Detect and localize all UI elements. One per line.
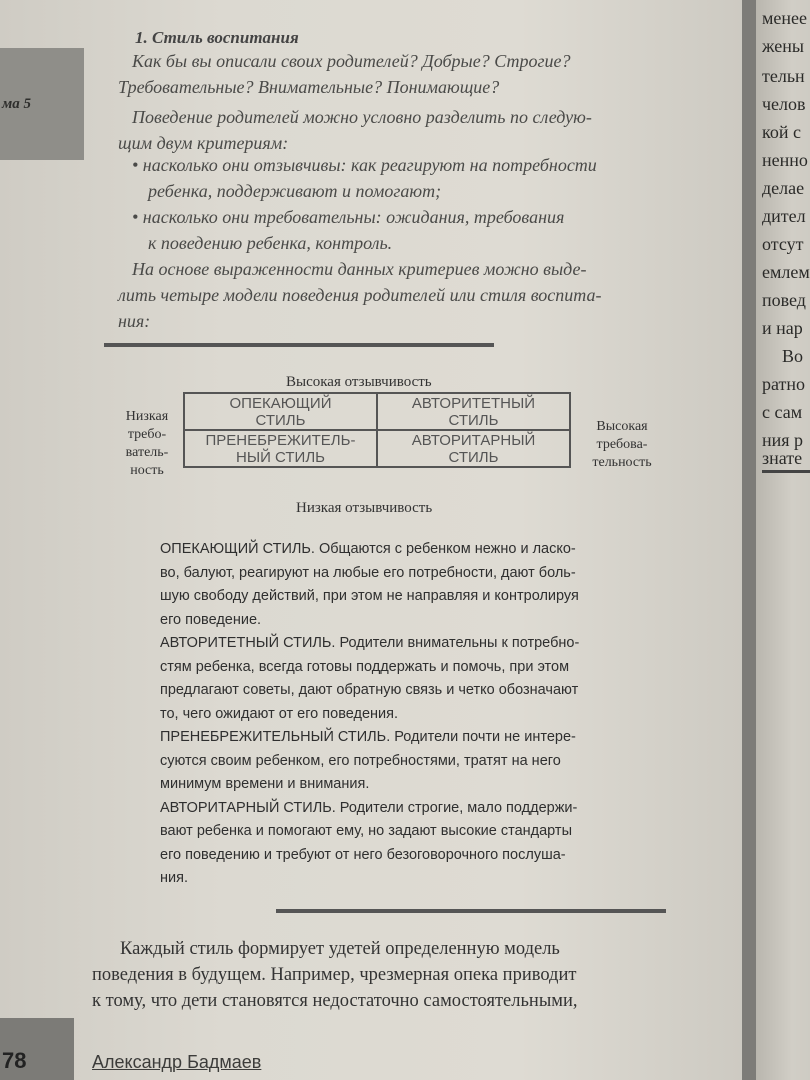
conclusion-paragraph <box>118 256 670 334</box>
chapter-tab-label: ма 5 <box>2 96 32 112</box>
text-line: к тому, что дети становятся недостаточно самостоятельными, <box>92 991 578 1011</box>
cell-line: СТИЛЬ <box>448 448 499 466</box>
text-line: его поведение. <box>160 611 262 628</box>
label-line: Высокая <box>596 419 648 434</box>
label-line: требо- <box>127 427 167 442</box>
text-line: АВТОРИТЕТНЫЙ СТИЛЬ. Родители внимательны к потребно- <box>160 635 580 651</box>
text-line: ния: <box>118 311 151 331</box>
text-line: то, чего ожидают от его поведения. <box>160 705 398 722</box>
text-line: Каждый стиль формирует удетей определенную модель <box>120 939 560 959</box>
text-line: жены <box>762 36 804 56</box>
text-line: минимум времени и внимания. <box>160 776 370 792</box>
grid-cell-protective <box>184 393 377 430</box>
text-line: ния. <box>160 870 188 886</box>
author-name: Александр Бадмаев <box>92 1052 262 1072</box>
text-line: щим двум критериям: <box>118 133 289 153</box>
cell-line: НЫЙ СТИЛЬ <box>235 448 326 466</box>
section-divider <box>762 470 810 473</box>
text-line: Во <box>782 346 804 366</box>
text-line: стям ребенка, всегда готовы поддержать и помочь, при этом <box>160 658 570 675</box>
parenting-style-grid <box>183 392 571 468</box>
text-line: отсут <box>762 234 804 254</box>
cell-line: АВТОРИТЕТНЫЙ <box>411 394 536 412</box>
cell-line: СТИЛЬ <box>448 411 499 429</box>
text-line: вают ребенка и помогают ему, но задают высокие стандарты <box>160 823 572 839</box>
text-line: Как бы вы описали своих родителей? Добрые? Строгие? <box>132 51 571 71</box>
text-line: емлем <box>762 262 810 282</box>
text-line: челов <box>762 94 806 114</box>
text-line: суются своим ребенком, его потребностями, тратят на него <box>160 752 561 769</box>
scheme-right-label <box>582 418 662 472</box>
cell-line: АВТОРИТАРНЫЙ <box>411 431 536 449</box>
cell-line: СТИЛЬ <box>255 411 306 429</box>
cell-line: ПРЕНЕБРЕЖИТЕЛЬ- <box>205 431 356 449</box>
style-description-protective <box>160 538 662 632</box>
text-line: ненно <box>762 150 808 170</box>
page-number: 78 <box>2 1048 27 1073</box>
section-heading: 1. Стиль воспитания <box>135 28 299 47</box>
facing-page <box>756 0 810 1080</box>
text-line: АВТОРИТАРНЫЙ СТИЛЬ. Родители строгие, мало поддержи- <box>160 799 578 816</box>
text-line: его поведению и требуют от него безоговорочного послуша- <box>160 846 566 863</box>
style-description-authoritative <box>160 632 662 726</box>
grid-cell-authoritative <box>377 393 570 430</box>
closing-paragraph <box>92 936 670 1014</box>
text-line: к поведению ребенка, контроль. <box>148 233 393 253</box>
text-line: тельн <box>762 66 805 86</box>
text-line: ребенка, поддерживают и помогают; <box>148 181 442 201</box>
scheme-top-label: Высокая отзывчивость <box>286 374 432 390</box>
bullet-demandingness <box>132 204 670 256</box>
scheme-bottom-label: Низкая отзывчивость <box>296 500 433 516</box>
text-line: ратно <box>762 374 806 394</box>
text-line: ПРЕНЕБРЕЖИТЕЛЬНЫЙ СТИЛЬ. Родители почти не интере- <box>160 729 576 745</box>
text-line: • насколько они отзывчивы: как реагируют на потребности <box>132 155 597 175</box>
text-line: и нар <box>762 318 803 338</box>
style-description-authoritarian <box>160 797 662 891</box>
grid-cell-neglectful <box>184 430 377 467</box>
text-line: ОПЕКАЮЩИЙ СТИЛЬ. Общаются с ребенком нежно и ласко- <box>160 541 576 557</box>
text-line: менее <box>762 8 807 28</box>
style-description-neglectful <box>160 726 662 797</box>
section-divider <box>276 909 666 913</box>
section-divider <box>104 343 494 347</box>
text-line: шую свободу действий, при этом не направляя и контролируя <box>160 588 579 604</box>
text-line: знате <box>762 448 803 468</box>
text-line: предлагают советы, дают обратную связь и четко обозначают <box>160 682 579 698</box>
text-line: кой с <box>762 122 801 142</box>
text-line: во, балуют, реагируют на любые его потребности, дают боль- <box>160 564 576 581</box>
text-line: Требовательные? Внимательные? Понимающие? <box>118 77 500 97</box>
bullet-responsiveness <box>132 152 670 204</box>
text-line: с сам <box>762 402 803 422</box>
text-line: лить четыре модели поведения родителей или стиля воспита- <box>118 285 602 305</box>
cell-line: ОПЕКАЮЩИЙ <box>229 394 332 412</box>
scheme-left-label <box>108 408 186 480</box>
text-line: повед <box>762 290 806 310</box>
text-line: На основе выраженности данных критериев можно выде- <box>132 259 587 279</box>
label-line: тельность <box>592 455 652 470</box>
label-line: ность <box>130 463 164 478</box>
style-descriptions <box>160 538 662 891</box>
text-line: • насколько они требовательны: ожидания, требования <box>132 207 565 227</box>
text-line: делае <box>762 178 805 198</box>
criteria-paragraph <box>118 104 670 156</box>
label-line: требова- <box>596 437 648 452</box>
text-line: Поведение родителей можно условно разделить по следую- <box>132 107 592 127</box>
label-line: Низкая <box>125 409 169 424</box>
label-line: ватель- <box>125 445 169 460</box>
grid-cell-authoritarian <box>377 430 570 467</box>
text-line: дител <box>762 206 806 226</box>
text-line: поведения в будущем. Например, чрезмерная опека приводит <box>92 965 577 985</box>
intro-paragraph <box>118 48 670 100</box>
text-line: ния р <box>762 430 804 450</box>
